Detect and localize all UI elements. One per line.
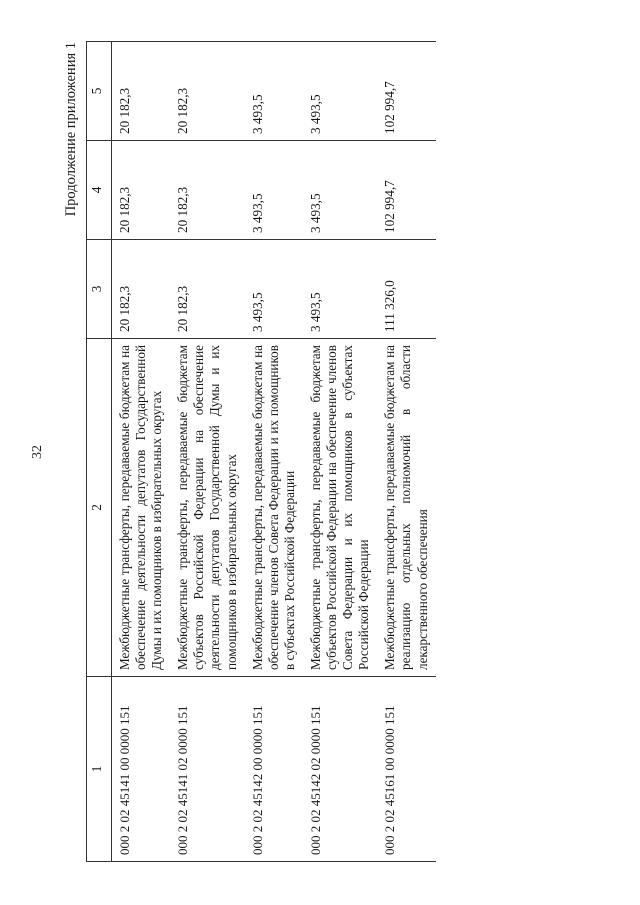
amount-col-4: 20 182,3 [170,141,244,240]
budget-code: 000 2 02 45161 00 0000 151 [377,677,435,862]
amount-col-5: 20 182,3 [112,42,171,141]
amount-col-3: 20 182,3 [170,240,244,339]
budget-code: 000 2 02 45142 00 0000 151 [245,677,303,862]
amount-col-5: 3 493,5 [303,42,377,141]
amount-col-4: 3 493,5 [303,141,377,240]
appendix-caption: Продолжение приложения 1 [63,42,79,217]
budget-code: 000 2 02 45141 02 0000 151 [170,677,244,862]
table-header-row [87,42,112,862]
amount-col-3: 111 326,0 [377,240,435,339]
item-description: Межбюджетные трансферты, передаваемые бюджетам субъектов Российской Федерации на обеспечение членов Совета Федерации и их помощников в субъектах Российской Федерации [303,339,377,677]
item-description: Межбюджетные трансферты, передаваемые бюджетам на реализацию отдельных полномочий в области лекарственного обеспечения [377,339,435,677]
amount-col-4: 20 182,3 [112,141,171,240]
table-row [377,42,435,862]
amount-col-4: 3 493,5 [245,141,303,240]
budget-table [86,41,436,862]
rotated-table-region [60,42,610,862]
amount-col-5: 3 493,5 [245,42,303,141]
amount-col-3: 3 493,5 [303,240,377,339]
item-description: Межбюджетные трансферты, передаваемые бюджетам на обеспечение членов Совета Федерации и их помощников в субъектах Российской Федерации [245,339,303,677]
amount-col-5: 20 182,3 [170,42,244,141]
amount-col-3: 3 493,5 [245,240,303,339]
table-row [303,42,377,862]
column-header-1: 1 [87,677,112,862]
table-row [245,42,303,862]
rotated-content [60,42,610,862]
table-row [112,42,171,862]
item-description: Межбюджетные трансферты, передаваемые бюджетам субъектов Российской Федерации на обеспечение деятельности депутатов Государственной Думы и их помощников в избирательных округах [170,339,244,677]
budget-code: 000 2 02 45141 00 0000 151 [112,677,171,862]
column-header-3: 3 [87,240,112,339]
page-number: 32 [30,445,45,459]
amount-col-3: 20 182,3 [112,240,171,339]
table-row [170,42,244,862]
column-header-5: 5 [87,42,112,141]
amount-col-4: 102 994,7 [377,141,435,240]
amount-col-5: 102 994,7 [377,42,435,141]
budget-code: 000 2 02 45142 02 0000 151 [303,677,377,862]
column-header-2: 2 [87,339,112,677]
column-header-4: 4 [87,141,112,240]
item-description: Межбюджетные трансферты, передаваемые бюджетам на обеспечение деятельности депутатов Государственной Думы и их помощников в избирательных округах [112,339,171,677]
